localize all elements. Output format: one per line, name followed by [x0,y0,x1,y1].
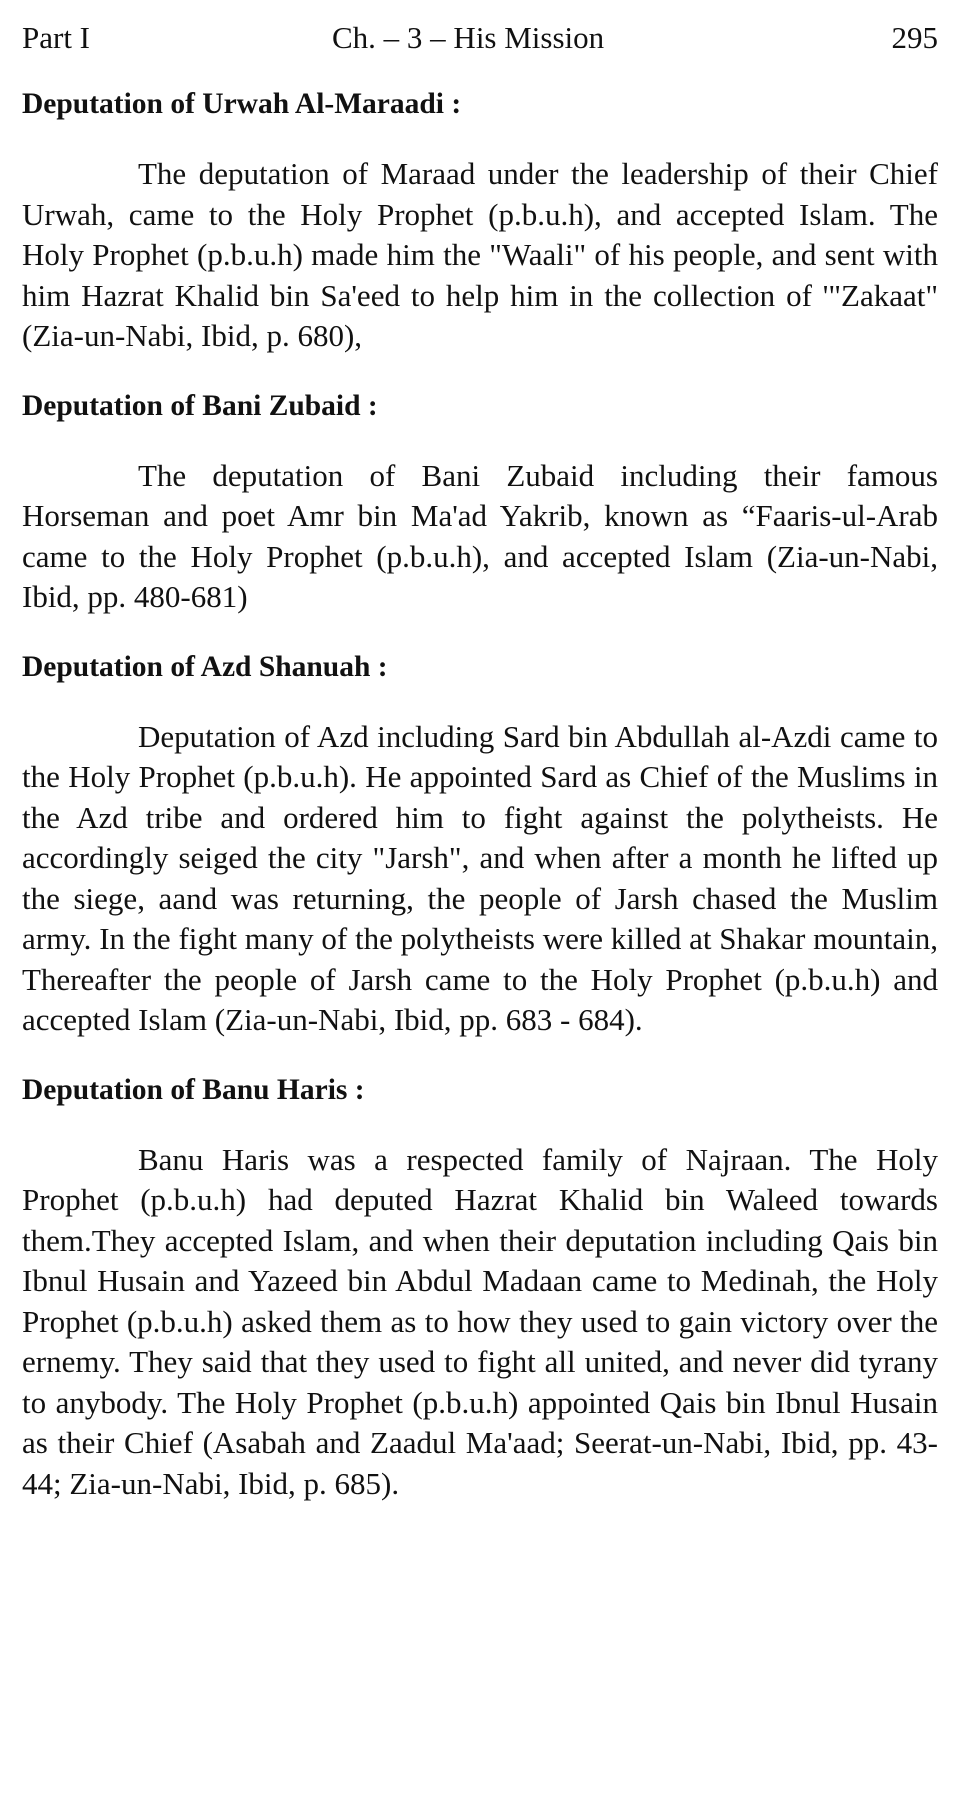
section-heading: Deputation of Azd Shanuah : [22,650,388,683]
section-azd-shanuah [22,647,938,1070]
section-heading: Deputation of Urwah Al-Maraadi : [22,88,462,120]
section-urwah-al-maraadi [22,84,938,386]
section-paragraph: Banu Haris was a respected family of Najraan. The Holy Prophet (p.b.u.h) had deputed Hazrat Khalid bin Waleed towards them.They accepted Islam, and when their deputation including Qais bin Ibnul Husain and Yazeed bin Abdul Madaan came to Medinah, the Holy Prophet (p.b.u.h) asked them as to how they used to gain victory over the ernemy. They said that they used to fight all united, and never did tyrany to anybody. The Holy Prophet (p.b.u.h) appointed Qais bin Ibnul Husain as their Chief (Asabah and Zaadul Ma'aad; Seerat-un-Nabi, Ibid, pp. 43-44; Zia-un-Nabi, Ibid, p. 685). [22,1141,938,1501]
header-page-number: 295 [891,20,938,55]
section-paragraph: The deputation of Maraad under the leadership of their Chief Urwah, came to the Holy Prophet (p.b.u.h), and accepted Islam. The Holy Prophet (p.b.u.h) made him the "Waali" of his people, and sent with him Hazrat Khalid bin Sa'eed to help him in the collection of '"Zakaat" (Zia-un-Nabi, Ibid, p. 680), [22,156,938,353]
section-heading: Deputation of Bani Zubaid : [22,389,378,422]
running-header [22,0,938,84]
section-heading: Deputation of Banu Haris : [22,1073,365,1106]
header-chapter-title: Ch. – 3 – His Mission [332,20,605,55]
document-page [22,0,938,1504]
section-banu-haris [22,1070,938,1505]
section-paragraph: The deputation of Bani Zubaid including their famous Horseman and poet Amr bin Ma'ad Yakrib, known as “Faaris-ul-Arab came to the Holy Prophet (p.b.u.h), and accepted Islam (Zia-un-Nabi, Ibid, pp. 480-681) [22,457,938,614]
section-paragraph: Deputation of Azd including Sard bin Abdullah al-Azdi came to the Holy Prophet (p.b.u.h). He appointed Sard as Chief of the Muslims in the Azd tribe and ordered him to fight against the polytheists. He accordingly seiged the city "Jarsh", and when after a month he lifted up the siege, aand was returning, the people of Jarsh chased the Muslim army. In the fight many of the polytheists were killed at Shakar mountain, Thereafter the people of Jarsh came to the Holy Prophet (p.b.u.h) and accepted Islam (Zia-un-Nabi, Ibid, pp. 683 - 684). [22,718,938,1037]
section-bani-zubaid [22,386,938,647]
header-part-label: Part I [22,20,91,55]
